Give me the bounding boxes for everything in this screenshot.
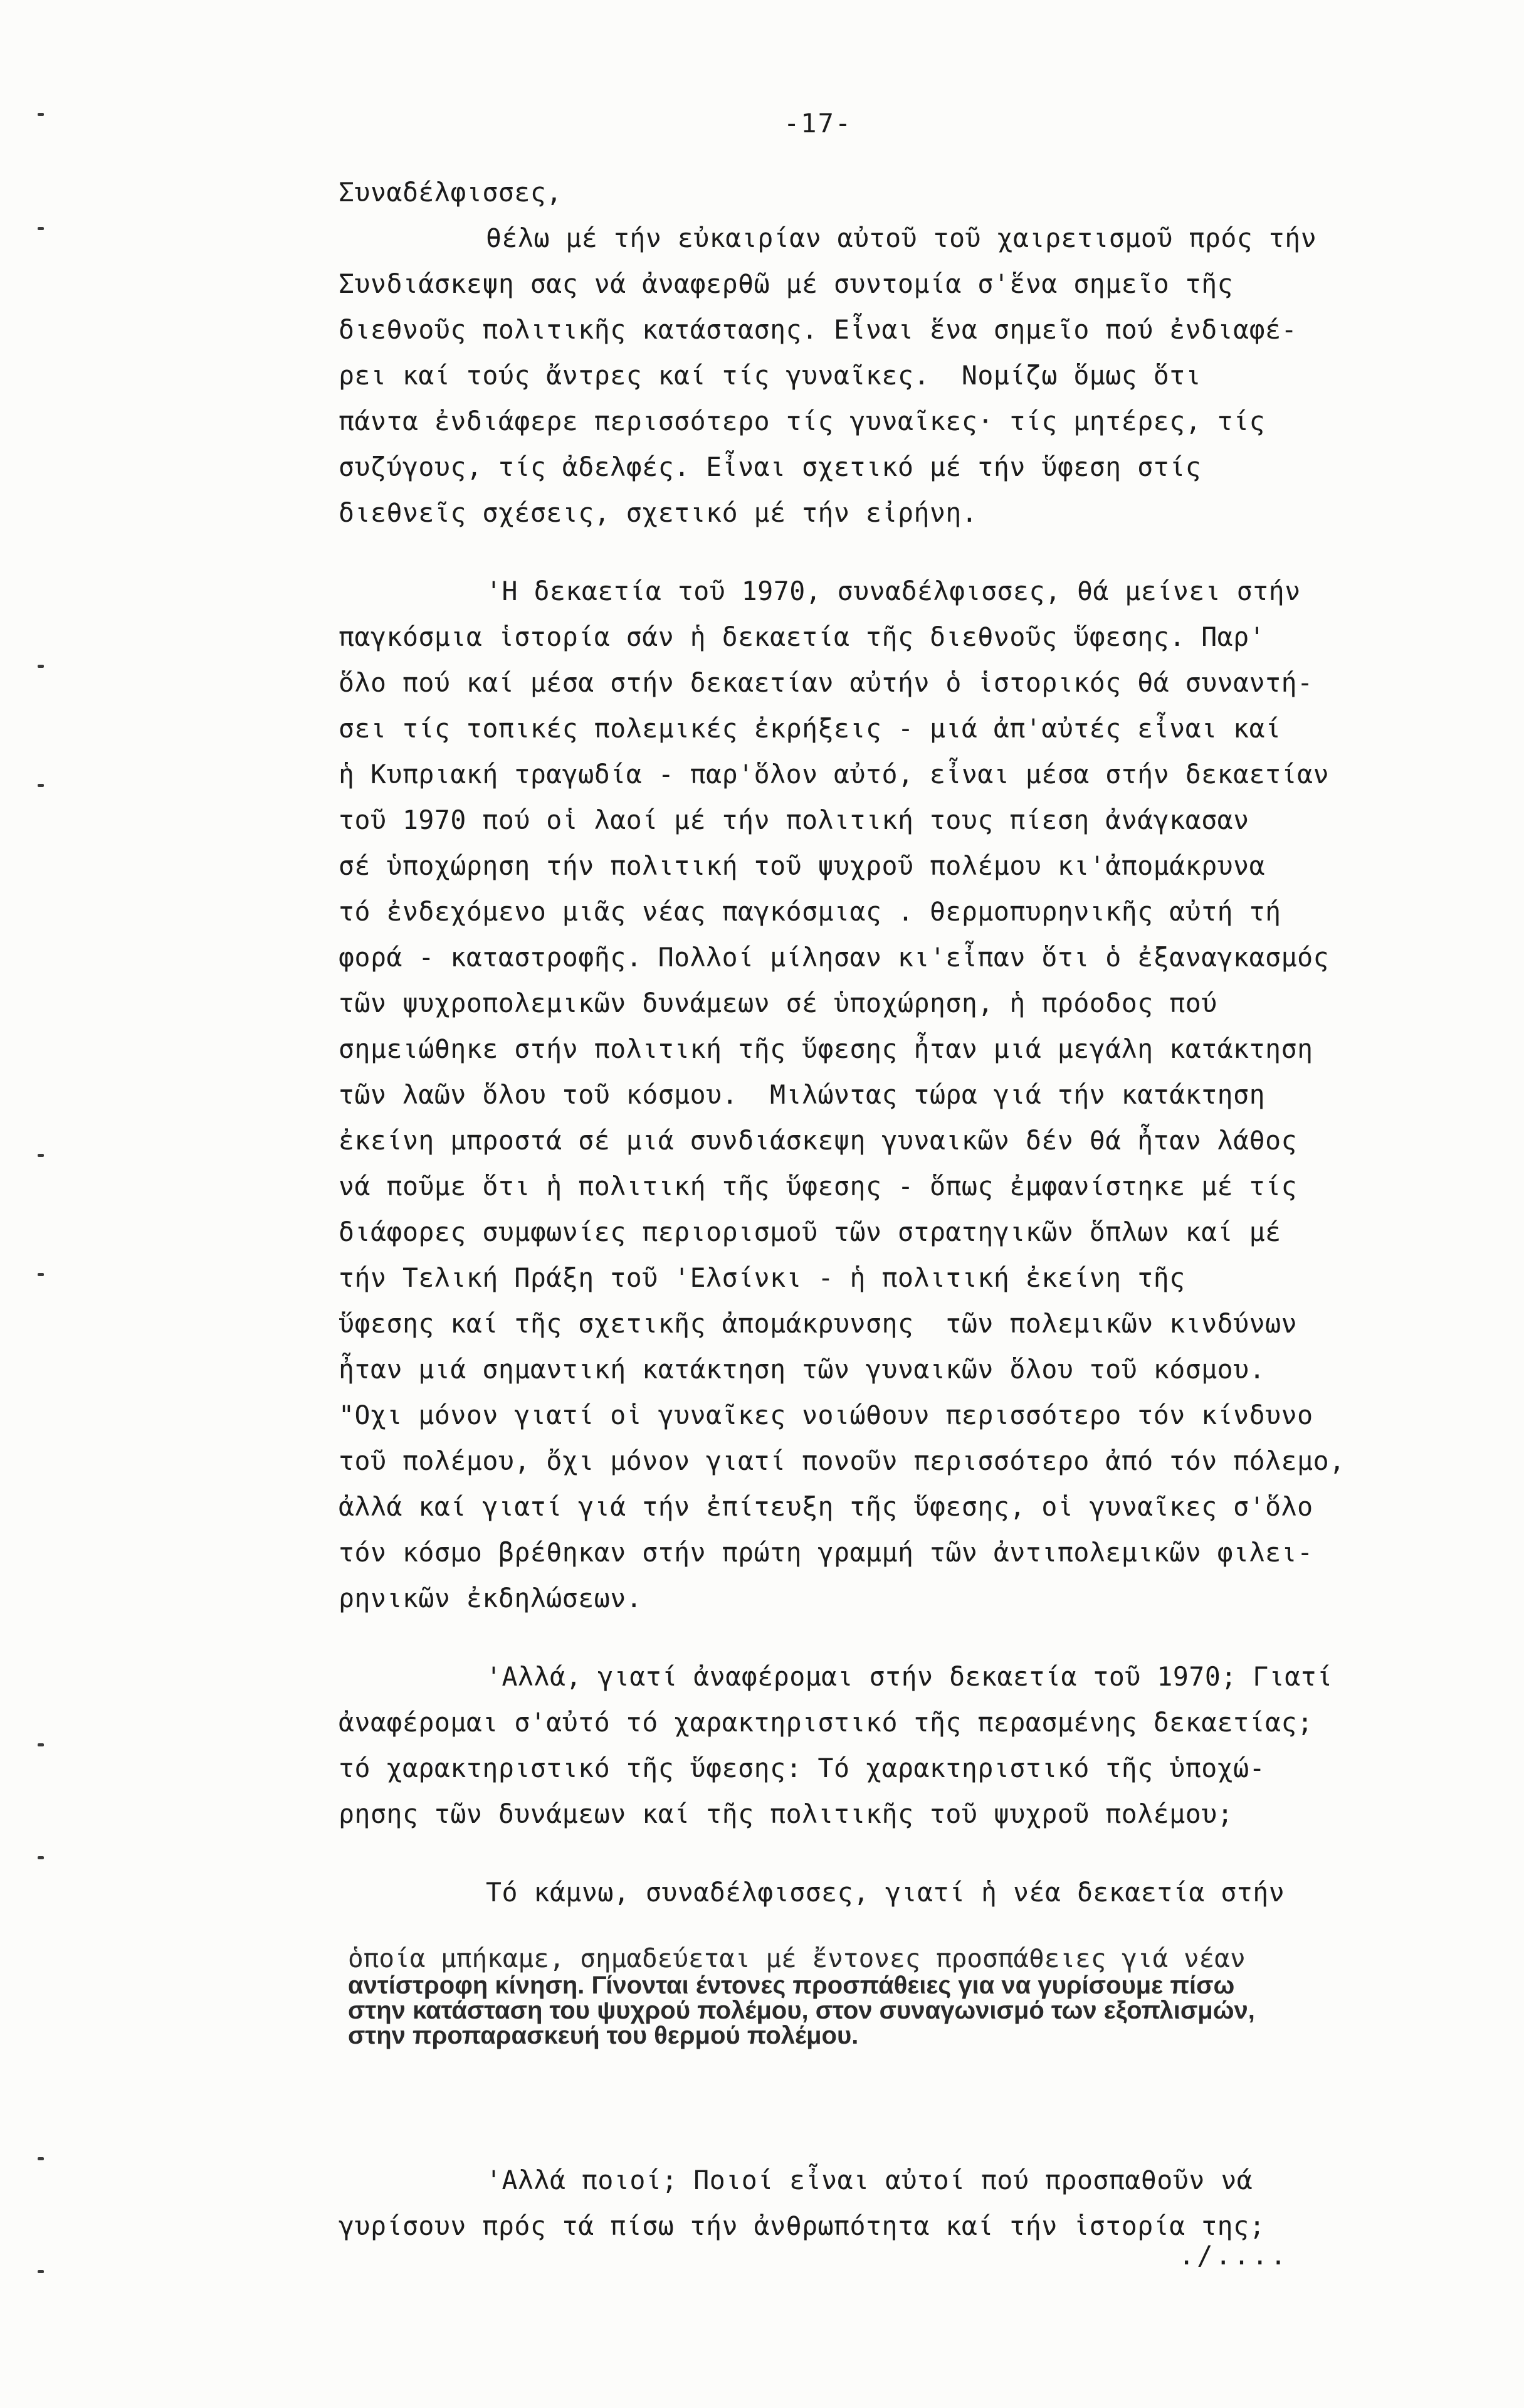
margin-mark [38, 1856, 44, 1859]
margin-mark [38, 665, 44, 668]
text-line: ὕφεσης καί τῆς σχετικῆς ἀπομάκρυνσης τῶν πολεμικῶν κινδύνων [339, 1308, 1298, 1339]
text-line: τό ἐνδεχόμενο μιᾶς νέας παγκόσμιας . θερμοπυρηνικῆς αὐτή τή [339, 896, 1281, 927]
text-line: τοῦ πολέμου, ὄχι μόνον γιατί πονοῦν περισσότερο ἀπό τόν πόλεμο, [339, 1445, 1345, 1476]
text-line: ἐκείνη μπροστά σέ μιά συνδιάσκεψη γυναικῶν δέν θά ἦταν λάθος [339, 1125, 1298, 1156]
text-line: 'Αλλά, γιατί ἀναφέρομαι στήν δεκαετία τοῦ 1970; Γιατί [486, 1661, 1333, 1692]
text-line: νά ποῦμε ὅτι ἡ πολιτική τῆς ὕφεσης - ὅπως ἐμφανίστηκε μέ τίς [339, 1171, 1298, 1201]
insert-line: στην προπαρασκευή του θερμού πολέμου. [348, 2022, 859, 2049]
paragraph-1 [339, 215, 1505, 536]
margin-mark [38, 2270, 44, 2273]
page-number: -17- [784, 108, 853, 139]
text-line: γυρίσουν πρός τά πίσω τήν ἀνθρωπότητα καί τήν ἱστορία της; [339, 2210, 1266, 2241]
text-line: θέλω μέ τήν εὐκαιρίαν αὐτοῦ τοῦ χαιρετισμοῦ πρός τήν [486, 223, 1317, 253]
text-line: φορά - καταστροφῆς. Πολλοί μίλησαν κι'εἶπαν ὅτι ὁ ἐξαναγκασμός [339, 942, 1330, 973]
text-line: συζύγους, τίς ἀδελφές. Εἶναι σχετικό μέ τήν ὕφεση στίς [339, 452, 1202, 482]
insert-line: ὁποία μπήκαμε, σημαδεύεται μέ ἔντονες προσπάθειες γιά νέαν [348, 1943, 1246, 1973]
text-line: πάντα ἐνδιάφερε περισσότερο τίς γυναῖκες· τίς μητέρες, τίς [339, 406, 1266, 436]
pasted-correction-block [348, 1944, 1489, 2048]
insert-line: στην κατάσταση του ψυχρού πολέμου, στον συναγωνισμό των εξοπλισμών, [348, 1997, 1255, 2024]
margin-mark [38, 113, 44, 116]
text-line: σέ ὑποχώρηση τήν πολιτική τοῦ ψυχροῦ πολέμου κι'ἀπομάκρυνα [339, 850, 1266, 881]
text-line: τόν κόσμο βρέθηκαν στήν πρώτη γραμμή τῶν ἀντιπολεμικῶν φιλει- [339, 1537, 1313, 1568]
text-line: ρει καί τούς ἄντρες καί τίς γυναῖκες. Νομίζω ὅμως ὅτι [339, 360, 1202, 391]
margin-mark [38, 2157, 44, 2160]
paragraph-2 [339, 568, 1505, 1621]
text-line: ἡ Κυπριακή τραγωδία - παρ'ὅλον αὐτό, εἶναι μέσα στήν δεκαετίαν [339, 759, 1330, 789]
text-line: τῶν λαῶν ὅλου τοῦ κόσμου. Μιλώντας τώρα γιά τήν κατάκτηση [339, 1079, 1266, 1110]
text-line: ρηνικῶν ἐκδηλώσεων. [339, 1583, 643, 1613]
text-line: παγκόσμια ἱστορία σάν ἡ δεκαετία τῆς διεθνοῦς ὕφεσης. Παρ' [339, 621, 1266, 652]
text-line: ἀλλά καί γιατί γιά τήν ἐπίτευξη τῆς ὕφεσης, οἱ γυναῖκες σ'ὅλο [339, 1491, 1313, 1522]
margin-mark [38, 1273, 44, 1276]
paragraph-4 [339, 1869, 1505, 1915]
text-line: σημειώθηκε στήν πολιτική τῆς ὕφεσης ἦταν μιά μεγάλη κατάκτηση [339, 1033, 1313, 1064]
text-line: τῶν ψυχροπολεμικῶν δυνάμεων σέ ὑποχώρηση, ἡ πρόοδος πού [339, 988, 1217, 1018]
text-line: 'Αλλά ποιοί; Ποιοί εἶναι αὐτοί πού προσπαθοῦν νά [486, 2165, 1253, 2195]
text-line: ὅλο πού καί μέσα στήν δεκαετίαν αὐτήν ὁ ἱστορικός θά συναντή- [339, 667, 1313, 698]
text-line: σει τίς τοπικές πολεμικές ἐκρήξεις - μιά ἀπ'αὐτές εἶναι καί [339, 713, 1281, 744]
margin-mark [38, 1743, 44, 1746]
text-line: τό χαρακτηριστικό τῆς ὕφεσης: Τό χαρακτηριστικό τῆς ὑποχώ- [339, 1753, 1266, 1783]
text-line: 'Η δεκαετία τοῦ 1970, συναδέλφισσες, θά μείνει στήν [486, 576, 1301, 606]
text-line: τοῦ 1970 πού οἱ λαοί μέ τήν πολιτική τους πίεση ἀνάγκασαν [339, 805, 1249, 835]
text-line: ἀναφέρομαι σ'αὐτό τό χαρακτηριστικό τῆς περασμένης δεκαετίας; [339, 1707, 1313, 1738]
insert-line: αντίστροφη κίνηση. Γίνονται έντονες προσπάθειες για να γυρίσουμε πίσω [348, 1972, 1235, 1999]
margin-mark [38, 784, 44, 787]
paragraph-5 [339, 2157, 1505, 2249]
text-line: τήν Τελική Πράξη τοῦ 'Ελσίνκι - ἡ πολιτική ἐκείνη τῆς [339, 1262, 1185, 1293]
text-line: "Οχι μόνον γιατί οἱ γυναῖκες νοιώθουν περισσότερο τόν κίνδυνο [339, 1400, 1313, 1430]
text-line: διάφορες συμφωνίες περιορισμοῦ τῶν στρατηγικῶν ὅπλων καί μέ [339, 1217, 1281, 1247]
paragraph-3 [339, 1654, 1505, 1837]
letter-body [339, 169, 1505, 1915]
text-line: ρησης τῶν δυνάμεων καί τῆς πολιτικῆς τοῦ ψυχροῦ πολέμου; [339, 1798, 1234, 1829]
continuation-mark: ./.... [1179, 2240, 1289, 2271]
text-line: ἦταν μιά σημαντική κατάκτηση τῶν γυναικῶν ὅλου τοῦ κόσμου. [339, 1354, 1266, 1385]
text-line: διεθνεῖς σχέσεις, σχετικό μέ τήν εἰρήνη. [339, 497, 978, 528]
text-line: διεθνοῦς πολιτικῆς κατάστασης. Εἶναι ἕνα σημεῖο πού ἐνδιαφέ- [339, 314, 1298, 345]
salutation: Συναδέλφισσες, [339, 177, 562, 208]
text-line: Τό κάμνω, συναδέλφισσες, γιατί ἡ νέα δεκαετία στήν [486, 1877, 1285, 1908]
margin-mark [38, 1154, 44, 1157]
text-line: Συνδιάσκεψη σας νά ἀναφερθῶ μέ συντομία σ'ἕνα σημεῖο τῆς [339, 268, 1234, 299]
margin-mark [38, 227, 44, 230]
